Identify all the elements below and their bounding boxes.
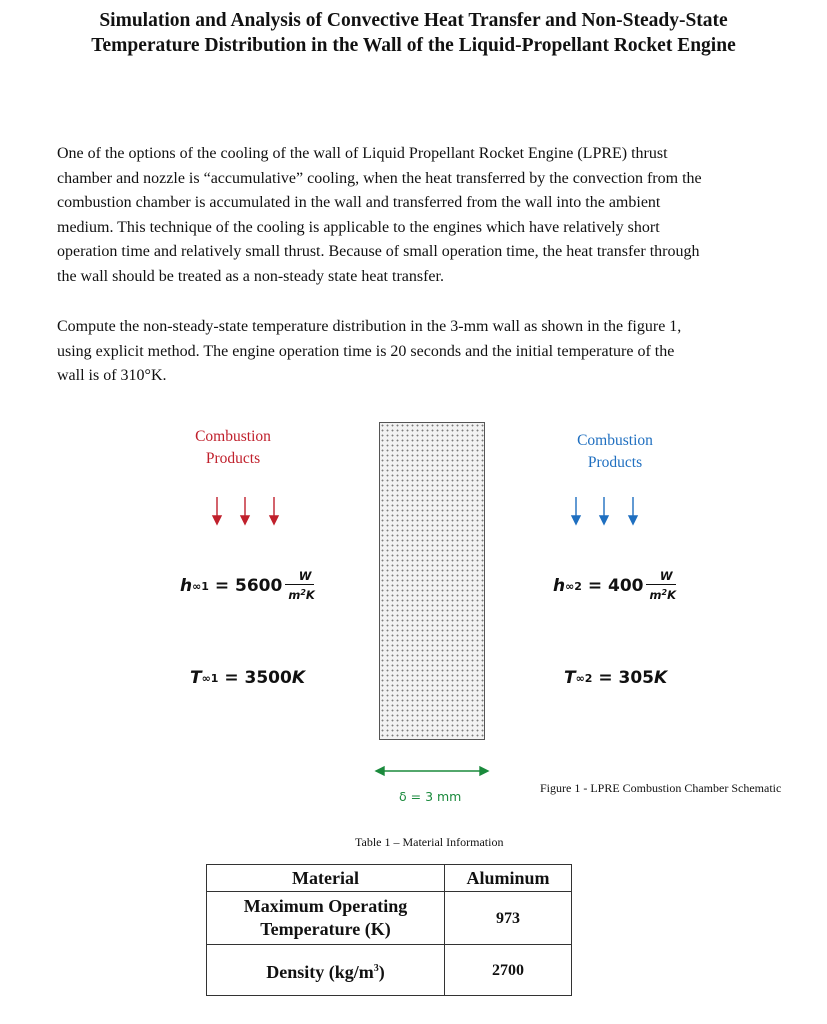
right-label-line-2: Products	[587, 454, 643, 471]
left-label-line-1: Combustion	[195, 428, 271, 445]
h-subscript: ∞1	[192, 579, 209, 593]
table-row	[207, 945, 572, 996]
intro-paragraph	[57, 142, 817, 289]
title-line-2: Temperature Distribution in the Wall of the Liquid-Propellant Rocket Engine	[91, 35, 736, 56]
h-value: = 400	[581, 576, 644, 596]
table-caption: Table 1 – Material Information	[355, 835, 504, 849]
t-subscript: ∞2	[575, 671, 593, 685]
arrow-right-icon	[480, 767, 488, 775]
wall-cross-section	[379, 422, 485, 740]
table-cell-label: Density $(kg/m^3)$	[207, 945, 445, 996]
h-unit: $\frac{W}{m^2K}$	[646, 570, 676, 602]
arrow-left-icon	[376, 767, 384, 775]
t-symbol: T	[190, 668, 202, 688]
right-flow-arrows	[564, 495, 644, 527]
paragraph-line: medium. This technique of the cooling is applicable to the engines which have relatively short	[57, 218, 660, 236]
t-inf-2-equation	[564, 668, 667, 688]
paragraph-line: operation time and relatively small thrust. Because of small operation time, the heat transfer through	[57, 243, 700, 260]
left-flow-arrows	[205, 495, 285, 527]
left-combustion-label	[180, 426, 286, 470]
table-cell-value: 2700	[445, 945, 572, 996]
h-inf-2-equation	[553, 570, 676, 602]
h-unit: $\frac{W}{m^2K}$	[284, 570, 314, 602]
paragraph-line: using explicit method. The engine operation time is 20 seconds and the initial temperature of the	[57, 342, 675, 360]
table-cell-label: Maximum Operating Temperature (K)	[207, 892, 445, 945]
thickness-label: δ = 3 mm	[399, 789, 462, 804]
paragraph-line: chamber and nozzle is “accumulative” cooling, when the heat transferred by the convection from the	[57, 169, 702, 187]
figure-caption: Figure 1 - LPRE Combustion Chamber Schematic	[540, 781, 782, 795]
arrow-down-icon	[213, 516, 221, 524]
document-title	[40, 8, 787, 58]
paragraph-line: One of the options of the cooling of the wall of Liquid Propellant Rocket Engine (LPRE) thrust	[57, 145, 668, 162]
t-value: = 305	[592, 668, 655, 688]
right-combustion-label	[562, 430, 668, 474]
t-unit: K	[654, 668, 668, 688]
table-row	[207, 865, 572, 892]
left-label-line-2: Products	[205, 450, 261, 467]
t-inf-1-equation	[190, 668, 305, 688]
table-header-label: Material	[207, 865, 445, 892]
paragraph-line: the wall should be treated as a non-steady state heat transfer.	[57, 267, 444, 285]
h-inf-1-equation	[180, 570, 315, 602]
h-symbol: h	[553, 576, 566, 596]
t-symbol: T	[564, 668, 576, 688]
title-line-1: Simulation and Analysis of Convective Heat Transfer and Non-Steady-State	[99, 10, 728, 31]
table-row	[207, 892, 572, 945]
arrow-down-icon	[241, 516, 249, 524]
task-paragraph	[57, 315, 817, 389]
h-subscript: ∞2	[565, 579, 582, 593]
material-table	[206, 864, 572, 996]
h-value: = 5600	[208, 576, 283, 596]
arrow-down-icon	[629, 516, 637, 524]
t-unit: K	[291, 668, 306, 688]
table-header-value: Aluminum	[445, 865, 572, 892]
table-cell-value: 973	[445, 892, 572, 945]
paragraph-line: combustion chamber is accumulated in the wall and transferred from the wall into the ambient	[57, 194, 661, 211]
paragraph-line: Compute the non-steady-state temperature distribution in the 3-mm wall as shown in the figure 1,	[57, 318, 682, 335]
arrow-down-icon	[270, 516, 278, 524]
t-subscript: ∞1	[201, 671, 219, 685]
t-value: = 3500	[218, 668, 292, 688]
arrow-down-icon	[600, 516, 608, 524]
h-symbol: h	[180, 576, 193, 596]
arrow-down-icon	[572, 516, 580, 524]
right-label-line-1: Combustion	[577, 432, 653, 449]
thickness-dimension-arrow	[374, 764, 490, 778]
paragraph-line: wall is of 310°K.	[57, 367, 167, 384]
